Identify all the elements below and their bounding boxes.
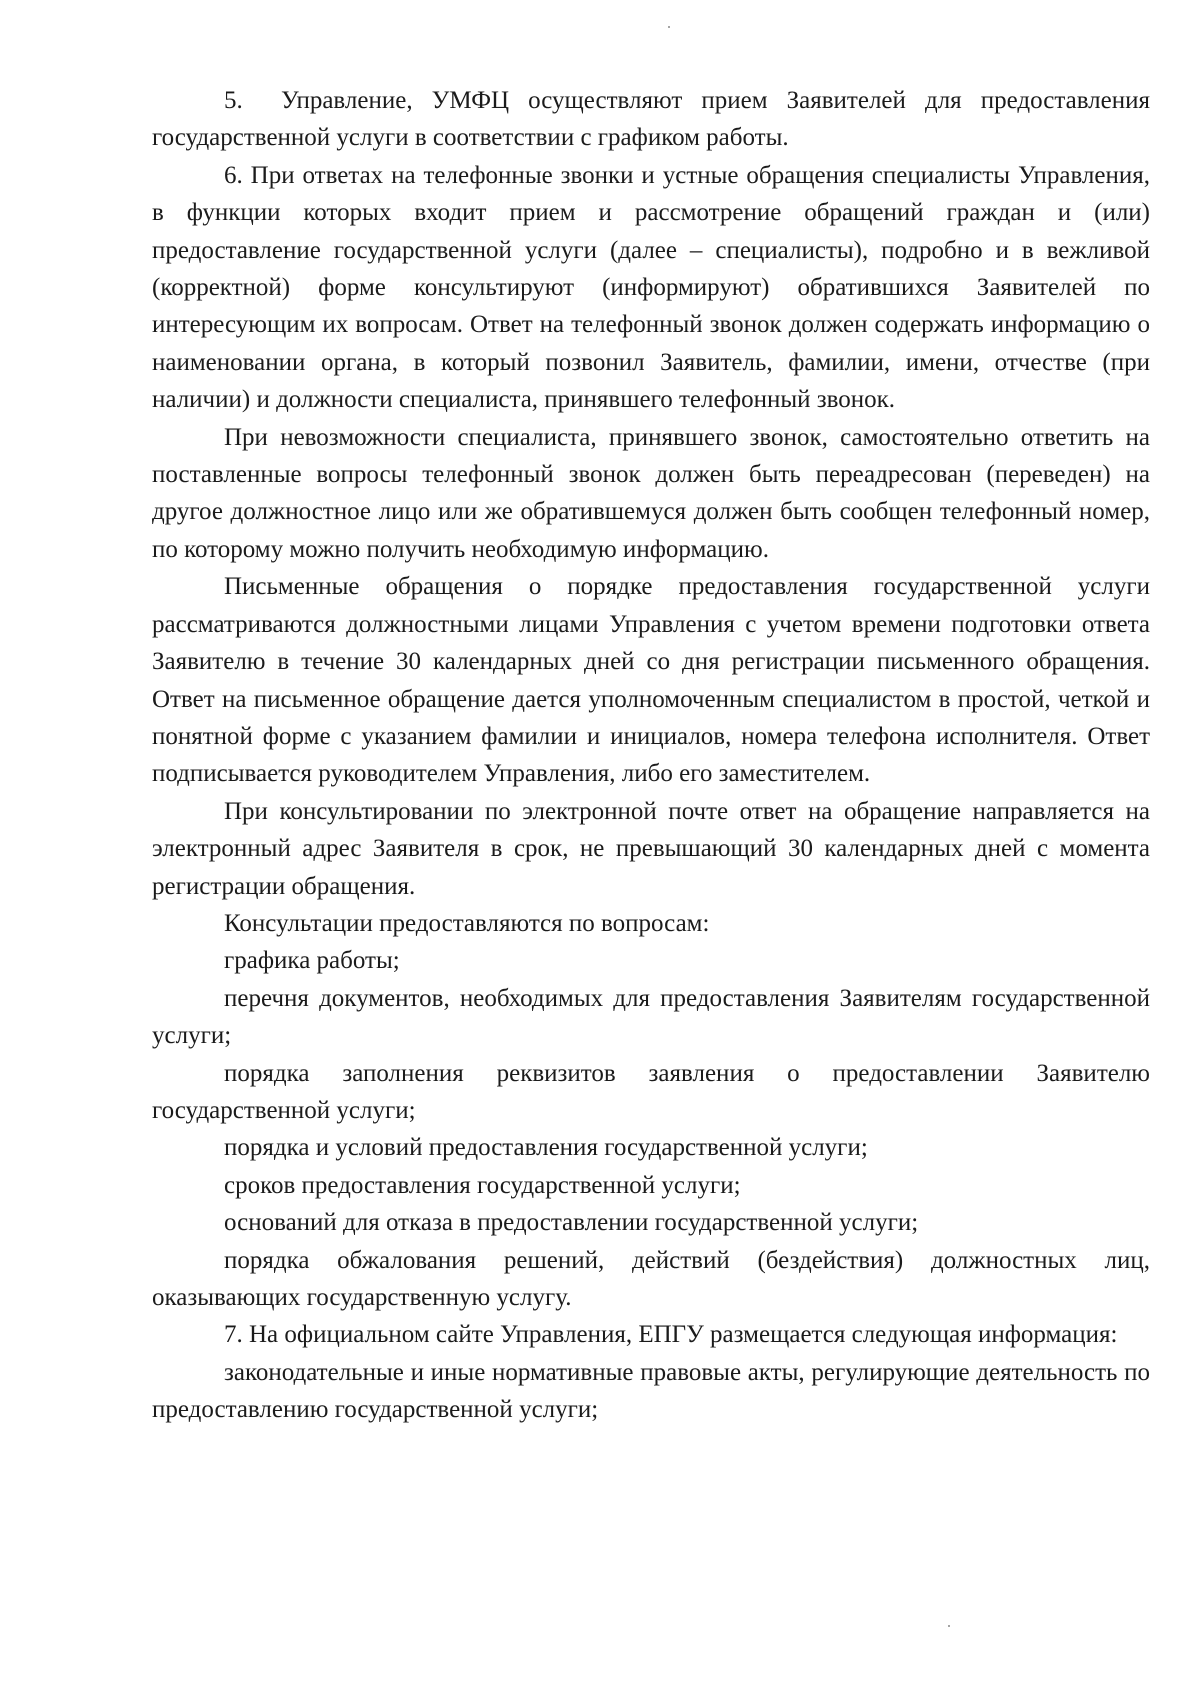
scan-speck	[948, 1625, 950, 1627]
list-item-appeal: порядка обжалования решений, действий (бездействия) должностных лиц, оказывающих государственную услугу.	[152, 1246, 1150, 1311]
list-item-legal-acts: законодательные и иные нормативные правовые акты, регулирующие деятельность по предоставлению государственной услуги;	[152, 1358, 1150, 1424]
scan-speck	[668, 26, 670, 28]
list-item-documents: перечня документов, необходимых для предоставления Заявителям государственной услуги;	[152, 984, 1150, 1050]
document-body	[152, 82, 1150, 1429]
list-item-application-details: порядка заполнения реквизитов заявления о предоставлении Заявителю государственной услуги;	[152, 1059, 1150, 1124]
list-item-conditions: порядка и условий предоставления государственной услуги;	[224, 1134, 868, 1162]
list-item-schedule: графика работы;	[224, 947, 400, 975]
list-item-terms: сроков предоставления государственной услуги;	[224, 1171, 741, 1199]
paragraph-item-5: 5. Управление, УМФЦ осуществляют прием Заявителей для предоставления государственной услуги в соответствии с графиком работы.	[152, 87, 1150, 152]
paragraph-item-6: 6. При ответах на телефонные звонки и устные обращения специалисты Управления, в функции которых входит прием и рассмотрение обращений граждан и (или) предоставление государственной услуги (далее – специалисты), подробно и в вежливой (корректной) форме консультируют (информируют) обратившихся Заявителей по интересующим их вопросам. Ответ на телефонный звонок должен содержать информацию о наименовании органа, в который позвонил Заявитель, фамилии, имени, отчестве (при наличии) и должности специалиста, принявшего телефонный звонок.	[152, 161, 1150, 414]
list-item-refusal-grounds: оснований для отказа в предоставлении государственной услуги;	[224, 1209, 919, 1237]
paragraph-consult-topics: Консультации предоставляются по вопросам:	[224, 909, 710, 937]
paragraph-written-requests: Письменные обращения о порядке предоставления государственной услуги рассматриваются должностными лицами Управления с учетом времени подготовки ответа Заявителю в течение 30 календарных дней со дня регистрации письменного обращения. Ответ на письменное обращение дается уполномоченным специалистом в простой, четкой и понятной форме с указанием фамилии и инициалов, номера телефона исполнителя. Ответ подписывается руководителем Управления, либо его заместителем.	[152, 573, 1150, 788]
paragraph-item-7: 7. На официальном сайте Управления, ЕПГУ размещается следующая информация:	[224, 1321, 1118, 1349]
paragraph-email-consult: При консультировании по электронной почте ответ на обращение направляется на электронный адрес Заявителя в срок, не превышающий 30 календарных дней с момента регистрации обращения.	[152, 797, 1150, 900]
paragraph-redirect-call: При невозможности специалиста, принявшего звонок, самостоятельно ответить на поставленные вопросы телефонный звонок должен быть переадресован (переведен) на другое должностное лицо или же обратившемуся должен быть сообщен телефонный номер, по которому можно получить необходимую информацию.	[152, 423, 1150, 563]
